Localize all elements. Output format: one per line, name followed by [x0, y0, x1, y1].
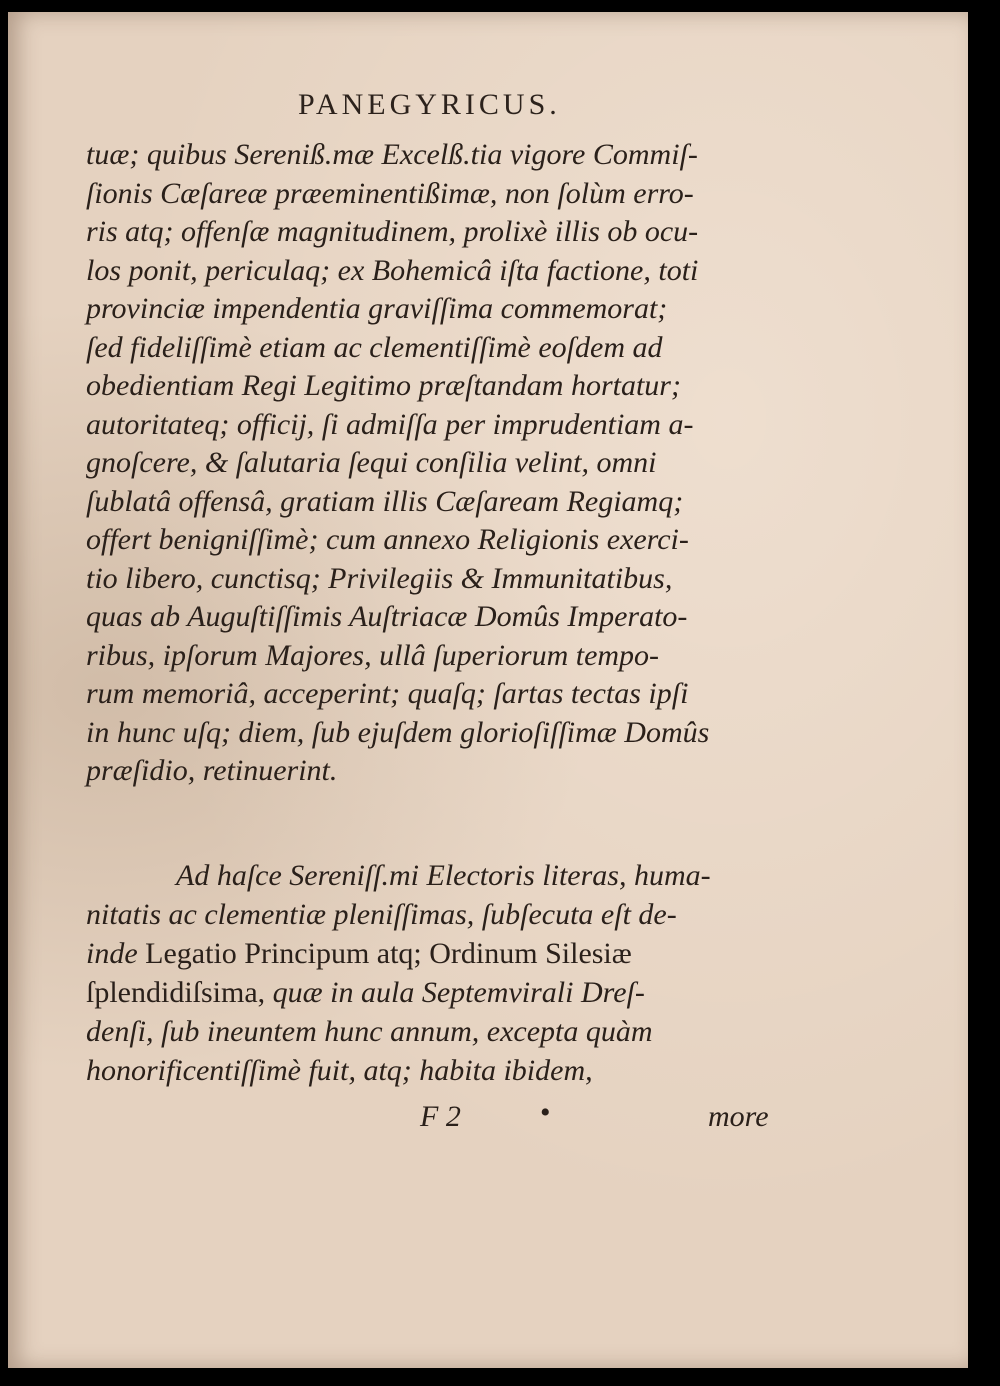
text-roman: ſplendidiſsima,	[86, 976, 266, 1009]
text-line: provinciæ impendentia graviſſima commemorat;	[86, 292, 668, 325]
text-line: rum memoriâ, acceperint; quaſq; ſartas tectas ipſi	[86, 677, 689, 710]
text-line: Ad haſce Sereniſſ.mi Electoris literas, huma-	[176, 859, 711, 892]
text-line	[86, 973, 711, 1012]
text-line: ſionis Cæſareæ præeminentißimæ, non ſolùm erro-	[86, 176, 694, 210]
page-footer	[8, 1096, 968, 1140]
text-line: autoritateq; officij, ſi admiſſa per imprudentiam a-	[86, 407, 694, 441]
text-line: ribus, ipſorum Majores, ullâ ſuperiorum tempo-	[86, 638, 660, 672]
text-roman: Legatio Principum atq; Ordinum Silesiæ	[137, 937, 632, 970]
paragraph-1	[86, 136, 709, 791]
book-page	[8, 12, 968, 1368]
text-line: quas ab Auguſtiſſimis Auſtriacæ Domûs Imperato-	[86, 600, 688, 633]
text-italic: inde	[86, 937, 138, 970]
text-line: offert benigniſſimè; cum annexo Religionis exerci-	[86, 523, 689, 556]
text-line: ſed fideliſſimè etiam ac clementiſſimè eoſdem ad	[86, 330, 663, 364]
text-line	[86, 934, 711, 973]
catchword: more	[708, 1100, 769, 1133]
paragraph-2	[86, 856, 711, 1090]
text-line: honorificentiſſimè fuit, atq; habita ibidem,	[86, 1054, 593, 1087]
text-line: tio libero, cunctisq; Privilegiis & Immunitatibus,	[86, 561, 673, 595]
text-line: ris atq; offenſæ magnitudinem, prolixè illis ob ocu-	[86, 215, 699, 248]
text-line: nitatis ac clementiæ pleniſſimas, ſubſecuta eſt de-	[86, 898, 677, 931]
text-line: præſidio, retinuerint.	[86, 754, 338, 787]
text-line: los ponit, periculaq; ex Bohemicâ iſta factione, toti	[86, 253, 699, 287]
text-italic: quæ in aula Septemvirali Dreſ-	[265, 976, 645, 1009]
running-header: PANEGYRICUS.	[298, 88, 561, 121]
text-line: tuæ; quibus Sereniß.mæ Excelß.tia vigore Commiſ-	[86, 138, 698, 171]
text-line: gnoſcere, & ſalutaria ſequi conſilia velint, omni	[86, 446, 657, 479]
text-line: in hunc uſq; diem, ſub ejuſdem glorioſiſſimæ Domûs	[86, 715, 710, 749]
signature-mark: F 2	[420, 1100, 461, 1133]
text-line: obedientiam Regi Legitimo præſtandam hortatur;	[86, 369, 681, 402]
text-line: denſi, ſub ineuntem hunc annum, excepta quàm	[86, 1015, 653, 1048]
dot-ornament: •	[540, 1096, 551, 1129]
text-line: ſublatâ offensâ, gratiam illis Cæſaream Regiamq;	[86, 484, 684, 518]
